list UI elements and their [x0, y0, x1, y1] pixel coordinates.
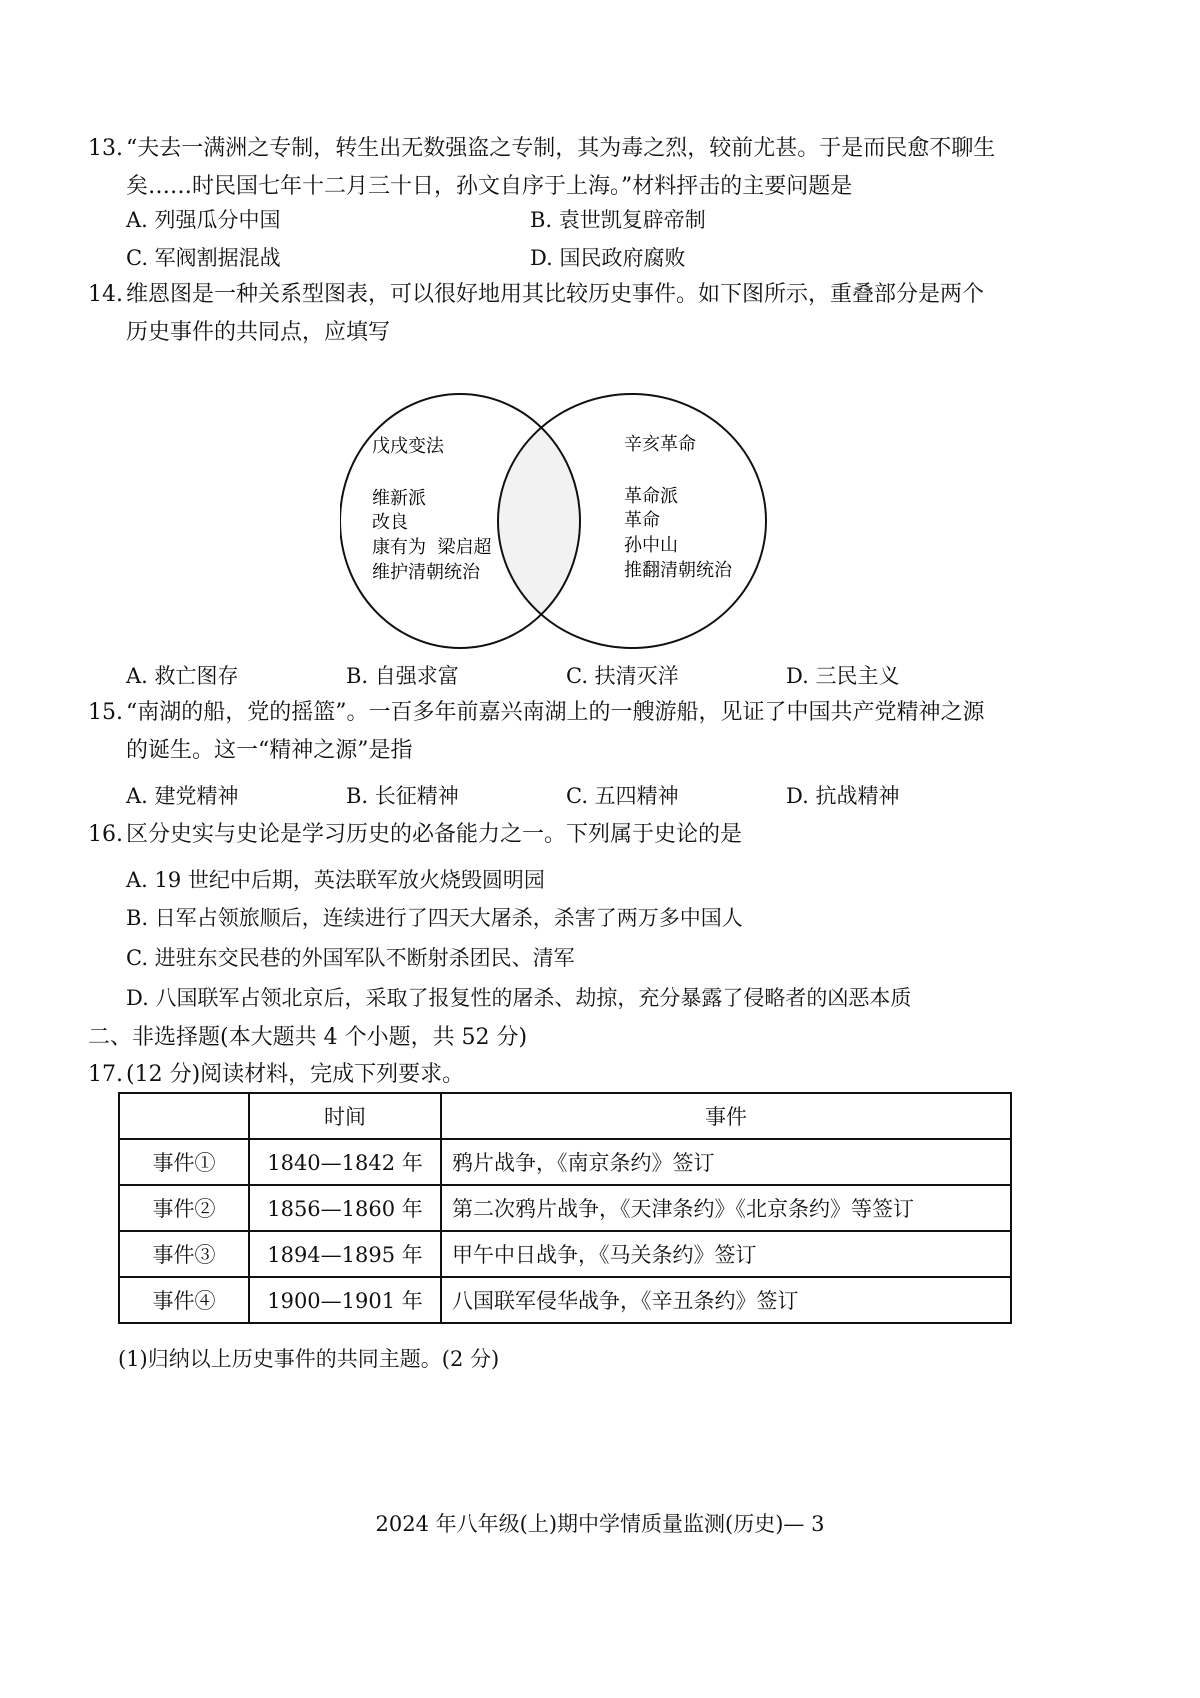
table-cell: 事件③: [119, 1231, 249, 1277]
question-13: [88, 130, 1048, 206]
question-14: [88, 276, 1048, 352]
table-row: [119, 1139, 1011, 1185]
table-cell: 八国联军侵华战争，《辛丑条约》签订: [441, 1277, 1011, 1323]
table-cell: 1856—1860 年: [249, 1185, 441, 1231]
option-c[interactable]: C. 五四精神: [566, 784, 679, 808]
section-title: 二、非选择题(本大题共 4 个小题，共 52 分): [88, 1025, 528, 1050]
venn-left-item: 维护清朝统治: [372, 562, 480, 583]
question-stem-line: 区分史实与史论是学习历史的必备能力之一。下列属于史论的是: [126, 822, 743, 847]
venn-diagram: [340, 392, 820, 652]
question-stem-line: “夫去一满洲之专制，转生出无数强盗之专制，其为毒之烈，较前尤甚。于是而民愈不聊生: [126, 136, 996, 161]
option-a[interactable]: A. 救亡图存: [126, 664, 239, 688]
option-a[interactable]: A. 19 世纪中后期，英法联军放火烧毁圆明园: [126, 868, 545, 892]
option-d[interactable]: D. 抗战精神: [786, 784, 900, 808]
table-row: [119, 1231, 1011, 1277]
option-b[interactable]: B. 袁世凯复辟帝制: [530, 208, 706, 232]
option-c[interactable]: C. 军阀割据混战: [126, 246, 281, 270]
venn-left-item: 维新派: [372, 488, 426, 509]
question-number: 13.: [88, 136, 123, 161]
question-17: [88, 1056, 1048, 1094]
table-header-cell: 事件: [441, 1093, 1011, 1139]
table-header-cell: 时间: [249, 1093, 441, 1139]
table-row: [119, 1277, 1011, 1323]
option-b[interactable]: B. 长征精神: [346, 784, 459, 808]
venn-right-item: 革命派: [624, 486, 678, 507]
question-15: [88, 694, 1048, 770]
question-16: [88, 816, 1048, 854]
option-d[interactable]: D. 八国联军占领北京后，采取了报复性的屠杀、劫掠，充分暴露了侵略者的凶恶本质: [126, 986, 912, 1010]
table-cell: 事件②: [119, 1185, 249, 1231]
question-number: 17.: [88, 1062, 123, 1087]
venn-right-item: 推翻清朝统治: [624, 560, 732, 581]
table-cell: 鸦片战争，《南京条约》签订: [441, 1139, 1011, 1185]
table-header-row: [119, 1093, 1011, 1139]
question-stem-line: 的诞生。这一“精神之源”是指: [126, 738, 413, 763]
option-c[interactable]: C. 扶清灭洋: [566, 664, 679, 688]
question-stem-line: (12 分)阅读材料，完成下列要求。: [126, 1062, 465, 1087]
option-b[interactable]: B. 自强求富: [346, 664, 459, 688]
table-cell: 1894—1895 年: [249, 1231, 441, 1277]
option-a[interactable]: A. 列强瓜分中国: [126, 208, 281, 232]
table-header-cell: [119, 1093, 249, 1139]
venn-right-item: 孙中山: [624, 535, 678, 556]
sub-question-1: (1)归纳以上历史事件的共同主题。(2 分): [118, 1347, 500, 1371]
option-a[interactable]: A. 建党精神: [126, 784, 239, 808]
venn-right-title: 辛亥革命: [624, 434, 696, 455]
option-c[interactable]: C. 进驻东交民巷的外国军队不断射杀团民、清军: [126, 946, 575, 970]
option-d[interactable]: D. 三民主义: [786, 664, 900, 688]
events-table: [118, 1092, 1012, 1324]
table-cell: 1900—1901 年: [249, 1277, 441, 1323]
page-footer: 2024 年八年级(上)期中学情质量监测(历史)— 3: [375, 1512, 825, 1536]
venn-left-item: 康有为 梁启超: [372, 537, 492, 558]
question-stem-line: 矣……时民国七年十二月三十日，孙文自序于上海。”材料抨击的主要问题是: [126, 174, 853, 199]
venn-right-item: 革命: [624, 510, 660, 531]
venn-left-item: 改良: [372, 512, 408, 533]
question-stem-line: “南湖的船，党的摇篮”。一百多年前嘉兴南湖上的一艘游船，见证了中国共产党精神之源: [126, 700, 985, 725]
question-stem-line: 历史事件的共同点，应填写: [126, 320, 391, 345]
table-cell: 事件①: [119, 1139, 249, 1185]
table-row: [119, 1185, 1011, 1231]
question-stem-line: 维恩图是一种关系型图表，可以很好地用其比较历史事件。如下图所示，重叠部分是两个: [126, 282, 985, 307]
table-cell: 1840—1842 年: [249, 1139, 441, 1185]
option-b[interactable]: B. 日军占领旅顺后，连续进行了四天大屠杀，杀害了两万多中国人: [126, 906, 743, 930]
question-number: 15.: [88, 700, 123, 725]
question-number: 16.: [88, 822, 123, 847]
table-cell: 甲午中日战争，《马关条约》签订: [441, 1231, 1011, 1277]
option-d[interactable]: D. 国民政府腐败: [530, 246, 686, 270]
question-number: 14.: [88, 282, 123, 307]
venn-left-title: 戊戌变法: [372, 436, 444, 457]
table-cell: 第二次鸦片战争，《天津条约》《北京条约》等签订: [441, 1185, 1011, 1231]
table-cell: 事件④: [119, 1277, 249, 1323]
